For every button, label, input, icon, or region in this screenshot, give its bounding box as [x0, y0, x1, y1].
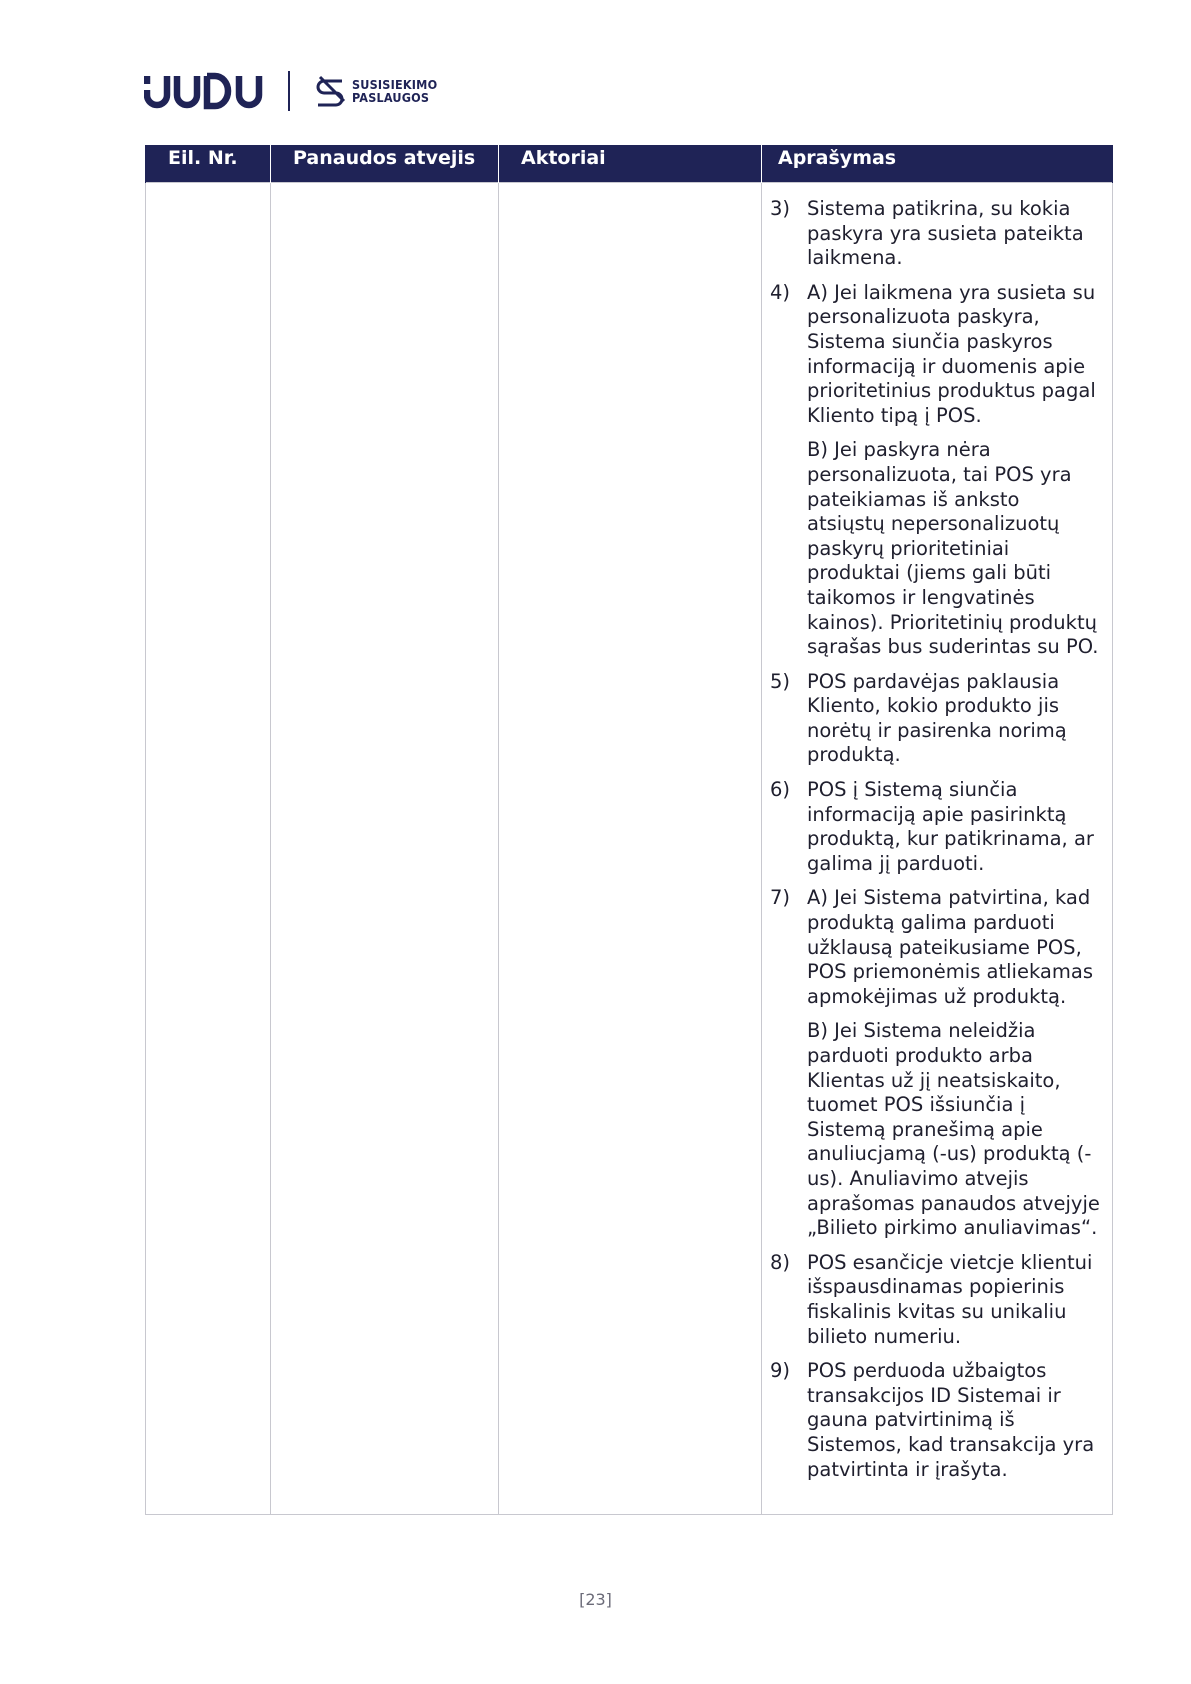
page-header [144, 66, 437, 116]
table-header-row [146, 145, 1113, 183]
list-item-number: 3) [770, 197, 791, 220]
use-case-table [145, 145, 1113, 1515]
list-item-paragraph: A) Jei Sistema patvirtina, kad produktą galima parduoti užklausą pateikusiame POS, POS priemonėmis atliekamas apmokėjimas už produktą. [807, 886, 1093, 1008]
list-item [770, 886, 1100, 1240]
list-item-number: 6) [770, 778, 791, 802]
list-item-paragraph: Sistema patikrina, su kokia paskyra yra susieta pateikta laikmena. [807, 197, 1084, 270]
col-header-panaudos-atvejis: Panaudos atvejis [271, 145, 499, 183]
list-item-paragraph: B) Jei paskyra nėra personalizuota, tai POS yra pateikiamas iš anksto atsiųstų nepersonalizuotų paskyrų prioritetiniai produktai (jiems gali būti taikomos ir lengvatinės kainos). Prioritetinių produktų sąrašas bus suderintas su PO. [807, 438, 1099, 659]
list-item [770, 281, 1100, 660]
list-item-text [807, 670, 1100, 768]
list-item-paragraph: B) Jei Sistema neleidžia parduoti produkto arba Klientas už jį neatsiskaito, tuomet POS išsiunčia į Sistemą pranešimą apie anuliucjamą (-us) produktą (-us). Anuliavimo atvejis aprašomas panaudos atvejyje „Bilieto pirkimo anuliavimas“. [807, 1019, 1100, 1240]
cell-aprasymas [762, 183, 1113, 1515]
list-item-text [807, 281, 1100, 660]
col-header-aktoriai: Aktoriai [499, 145, 762, 183]
list-item [770, 778, 1100, 876]
list-item-paragraph: A) Jei laikmena yra susieta su personalizuota paskyra, Sistema siunčia paskyros informaciją ir duomenis apie prioritetinius produktus pagal Kliento tipą į POS. [807, 280, 1096, 427]
list-item-text [807, 197, 1100, 271]
col-header-eil-nr: Eil. Nr. [146, 145, 271, 183]
list-item-number: 8) [770, 1250, 791, 1274]
table-row [146, 183, 1113, 1515]
cell-panaudos-atvejis [271, 183, 499, 1515]
list-item-paragraph: POS į Sistemą siunčia informaciją apie pasirinktą produktą, kur patikrinama, ar galima jį parduoti. [807, 778, 1094, 875]
list-item-number: 5) [770, 669, 791, 693]
list-item-number: 9) [770, 1359, 791, 1383]
list-item [770, 1359, 1100, 1482]
list-item [770, 1251, 1100, 1349]
list-item-text [807, 1251, 1100, 1349]
logo-text-line1: SUSISIEKIMO [352, 77, 438, 92]
list-item [770, 670, 1100, 768]
list-item [770, 197, 1100, 271]
list-item-number: 4) [770, 280, 791, 304]
logo-divider [288, 71, 290, 111]
logo-text-line2: PASLAUGOS [352, 90, 430, 105]
page-number: [23] [579, 1590, 612, 1609]
description-list [762, 183, 1112, 1482]
list-item-paragraph: POS esančicje vietcje klientui išspausdinamas popierinis fiskalinis kvitas su unikaliu bilieto numeriu. [807, 1250, 1093, 1348]
susisiekimo-paslaugos-logo [314, 75, 437, 107]
list-item-paragraph: POS perduoda užbaigtos transakcijos ID Sistemai ir gauna patvirtinimą iš Sistemos, kad transakcija yra patvirtinta ir įrašyta. [807, 1359, 1095, 1481]
list-item-text [807, 1359, 1100, 1482]
col-header-aprasymas: Aprašymas [762, 145, 1113, 183]
list-item-paragraph: POS pardavėjas paklausia Kliento, kokio produkto jis norėtų ir pasirenka norimą produktą. [807, 669, 1067, 767]
list-item-number: 7) [770, 886, 791, 910]
sp-mark-icon [314, 75, 348, 107]
judu-logo [144, 72, 264, 110]
list-item-text [807, 886, 1100, 1240]
list-item-text [807, 778, 1100, 876]
cell-aktoriai [499, 183, 762, 1515]
cell-eil-nr [146, 183, 271, 1515]
